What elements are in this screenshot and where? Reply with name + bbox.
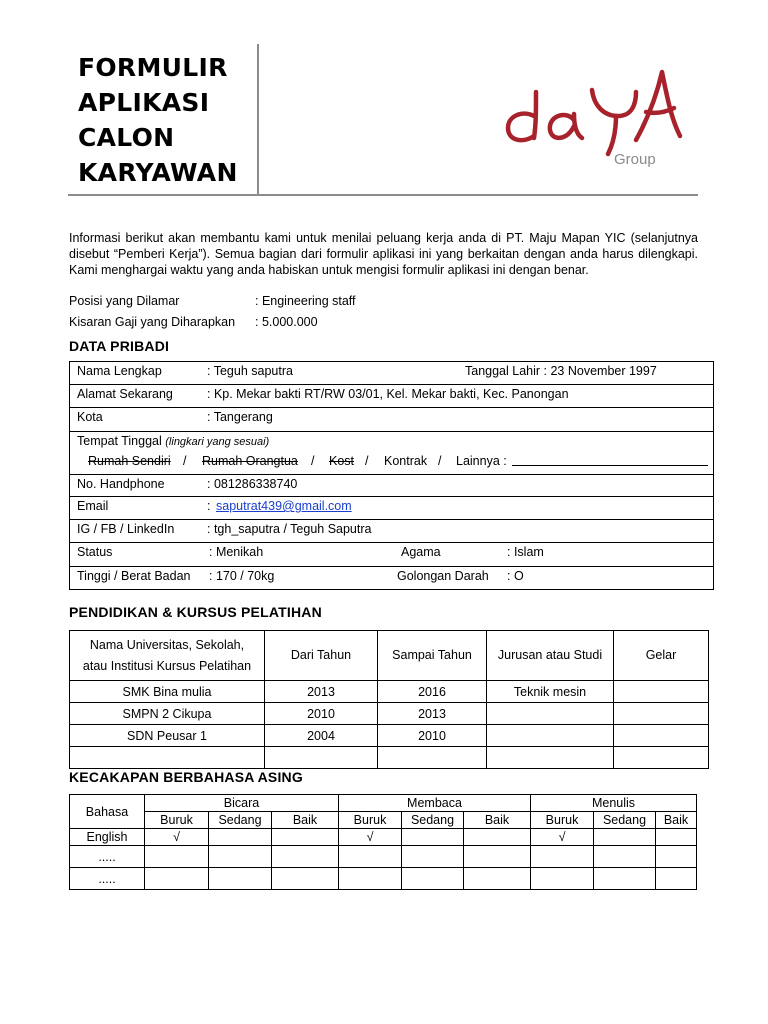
dob-value[interactable]: Tanggal Lahir : 23 November 1997 [465,364,657,378]
hw-label: Tinggi / Berat Badan [77,569,191,583]
edu-header-major: Jurusan atau Studi [487,631,614,681]
lang-mark-cell[interactable] [339,868,402,890]
residence-option-own[interactable]: Rumah Sendiri [88,454,171,468]
edu-school-cell[interactable]: SDN Peusar 1 [70,725,265,747]
table-row [70,725,709,747]
table-row [70,846,697,868]
edu-major-cell[interactable] [487,725,614,747]
address-label: Alamat Sekarang [77,387,173,401]
lang-mark-cell[interactable] [594,868,656,890]
lang-mark-cell[interactable] [531,868,594,890]
row-status [70,543,713,567]
blood-label: Golongan Darah [397,569,489,583]
row-address [70,385,713,408]
form-title [78,50,258,190]
lang-mark-cell[interactable] [145,846,209,868]
residence-note: (lingkari yang sesuai) [165,436,270,448]
education-header-row [70,631,709,681]
position-label: Posisi yang Dilamar [69,294,180,308]
language-group-row [70,795,697,812]
company-logo [496,62,696,174]
table-row [70,681,709,703]
row-city [70,408,713,432]
lang-level-fair: Sedang [594,812,656,829]
form-title-line: FORMULIR [78,53,228,82]
row-residence [70,432,713,475]
lang-name-cell[interactable]: ..... [70,868,145,890]
intro-paragraph: Informasi berikut akan membantu kami untuk menilai peluang kerja anda di PT. Maju Mapan YIC (selanjutnya disebut “Pemberi Kerja”). Semua bagian dari formulir aplikasi ini yang berkaitan dengan anda harus dilengkapi. Kami menghargai waktu yang anda habiskan untuk mengisi formulir aplikasi ini dengan benar. [69,231,698,277]
edu-from-cell[interactable] [265,747,378,769]
status-label: Status [77,545,113,559]
blood-value[interactable]: : O [507,569,524,583]
edu-from-cell[interactable]: 2004 [265,725,378,747]
phone-value[interactable]: : 081286338740 [207,477,298,491]
lang-mark-cell[interactable] [272,868,339,890]
hw-value[interactable]: : 170 / 70kg [209,569,275,583]
salary-value[interactable]: : 5.000.000 [255,315,318,329]
table-row [70,703,709,725]
table-row [70,829,697,846]
logo-letter-d [508,92,536,140]
edu-header-school [70,631,265,681]
edu-header-school-line: Nama Universitas, Sekolah, [89,637,245,652]
lang-mark-cell[interactable] [209,829,272,846]
lang-mark-cell[interactable]: √ [145,829,209,846]
edu-major-cell[interactable]: Teknik mesin [487,681,614,703]
residence-option-rent[interactable]: Kontrak [384,454,428,468]
edu-to-cell[interactable] [378,747,487,769]
edu-school-cell[interactable]: SMPN 2 Cikupa [70,703,265,725]
form-title-line: KARYAWAN [78,158,238,187]
lang-group-speaking: Bicara [145,795,339,812]
residence-sep: / [183,454,187,468]
row-name [70,362,713,385]
edu-to-cell[interactable]: 2013 [378,703,487,725]
status-value[interactable]: : Menikah [209,545,264,559]
lang-group-reading: Membaca [339,795,531,812]
lang-mark-cell[interactable] [594,846,656,868]
edu-major-cell[interactable] [487,703,614,725]
residence-sep: / [438,454,442,468]
lang-mark-cell[interactable] [272,829,339,846]
lang-name-cell[interactable]: English [70,829,145,846]
lang-mark-cell[interactable] [402,868,464,890]
lang-level-poor: Buruk [531,812,594,829]
residence-option-parents[interactable]: Rumah Orangtua [202,454,298,468]
edu-school-cell[interactable]: SMK Bina mulia [70,681,265,703]
email-colon: : [207,499,211,513]
edu-to-cell[interactable]: 2016 [378,681,487,703]
email-link[interactable]: saputrat439@gmail.com [216,499,352,513]
lang-mark-cell[interactable] [656,846,697,868]
edu-from-cell[interactable]: 2010 [265,703,378,725]
salary-label: Kisaran Gaji yang Diharapkan [69,315,236,329]
edu-degree-cell[interactable] [614,747,709,769]
lang-level-poor: Buruk [145,812,209,829]
phone-label: No. Handphone [77,477,165,491]
lang-mark-cell[interactable] [464,868,531,890]
lang-level-fair: Sedang [209,812,272,829]
lang-level-good: Baik [272,812,339,829]
email-label: Email [77,499,109,513]
edu-header-from: Dari Tahun [265,631,378,681]
lang-mark-cell[interactable] [656,829,697,846]
lang-name-cell[interactable]: ..... [70,846,145,868]
edu-header-degree: Gelar [614,631,709,681]
logo-subtext: Group [614,151,656,168]
residence-option-kost[interactable]: Kost [329,454,355,468]
lang-mark-cell[interactable] [464,846,531,868]
lang-level-good: Baik [656,812,697,829]
lang-mark-cell[interactable] [272,846,339,868]
name-value[interactable]: : Teguh saputra [207,364,293,378]
lang-level-fair: Sedang [402,812,464,829]
lang-mark-cell[interactable] [209,868,272,890]
edu-school-cell[interactable] [70,747,265,769]
lang-mark-cell[interactable] [594,829,656,846]
lang-header-language: Bahasa [70,795,145,829]
edu-degree-cell[interactable] [614,703,709,725]
lang-mark-cell[interactable] [209,846,272,868]
city-label: Kota [77,410,103,424]
edu-from-cell[interactable]: 2013 [265,681,378,703]
residence-sep: / [365,454,369,468]
title-divider [257,44,259,195]
edu-degree-cell[interactable] [614,725,709,747]
edu-to-cell[interactable]: 2010 [378,725,487,747]
lang-mark-cell[interactable] [339,846,402,868]
social-value[interactable]: : tgh_saputra / Teguh Saputra [207,522,372,536]
row-phone [70,475,713,497]
position-value[interactable]: : Engineering staff [255,294,356,308]
section-title-personal: DATA PRIBADI [69,338,170,354]
edu-header-to: Sampai Tahun [378,631,487,681]
edu-degree-cell[interactable] [614,681,709,703]
form-title-line: CALON [78,123,175,152]
lang-level-poor: Buruk [339,812,402,829]
language-level-row [70,812,697,829]
lang-mark-cell[interactable]: √ [339,829,402,846]
lang-group-writing: Menulis [531,795,697,812]
lang-mark-cell[interactable] [145,868,209,890]
form-title-line: APLIKASI [78,88,210,117]
edu-major-cell[interactable] [487,747,614,769]
name-label: Nama Lengkap [77,364,162,378]
religion-value[interactable]: : Islam [507,545,544,559]
edu-header-school-line: atau Institusi Kursus Pelatihan [82,658,252,673]
language-table [69,794,697,890]
table-row [70,747,709,769]
row-social [70,520,713,543]
personal-data-box [69,361,714,590]
religion-label: Agama [401,545,441,559]
row-email [70,497,713,520]
city-value[interactable]: : Tangerang [207,410,273,424]
header-rule [68,194,698,196]
residence-sep: / [311,454,315,468]
table-row [70,868,697,890]
residence-label-text: Tempat Tinggal [77,434,162,448]
lang-mark-cell[interactable] [402,846,464,868]
lang-mark-cell[interactable] [464,829,531,846]
lang-mark-cell[interactable] [531,846,594,868]
social-label: IG / FB / LinkedIn [77,522,175,536]
section-title-education: PENDIDIKAN & KURSUS PELATIHAN [69,604,322,620]
row-height-weight [70,567,713,589]
lang-mark-cell[interactable] [656,868,697,890]
lang-mark-cell[interactable]: √ [531,829,594,846]
logo-letter-a2 [636,72,680,140]
logo-letter-a [550,114,582,138]
address-value[interactable]: : Kp. Mekar bakti RT/RW 03/01, Kel. Mekar bakti, Kec. Panongan [207,387,569,401]
lang-level-good: Baik [464,812,531,829]
residence-label [77,434,269,448]
section-title-languages: KECAKAPAN BERBAHASA ASING [69,769,303,785]
logo-letter-y [592,90,636,154]
education-table [69,630,709,769]
residence-option-other[interactable]: Lainnya : [456,454,507,468]
lang-mark-cell[interactable] [402,829,464,846]
